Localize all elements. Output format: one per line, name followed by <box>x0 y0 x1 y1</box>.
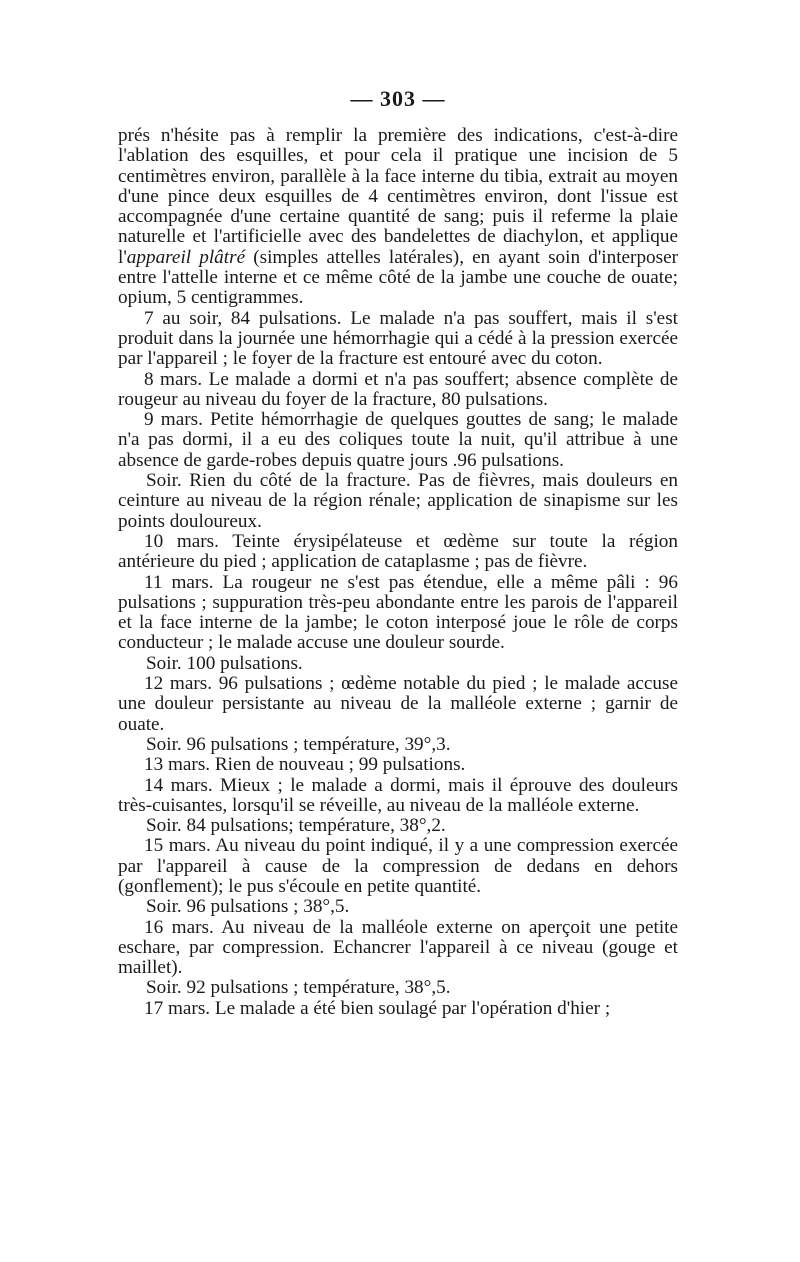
paragraph-16: 16 mars. Au niveau de la malléole externe on aperçoit une petite eschare, par compression. Echancrer l'appareil à ce niveau (gouge et maillet). <box>118 916 678 979</box>
paragraph-12: 14 mars. Mieux ; le malade a dormi, mais il éprouve des douleurs très-cuisantes, lorsqu'il se réveille, au niveau de la malléole externe. <box>118 774 678 816</box>
paragraph-7: 11 mars. La rougeur ne s'est pas étendue, elle a même pâli : 96 pulsations ; suppuration très-peu abondante entre les parois de l'appareil et la face interne de la jambe; le coton interposé joue le rôle de corps conducteur ; le malade accuse une douleur sourde. <box>118 571 678 654</box>
paragraph-11: 13 mars. Rien de nouveau ; 99 pulsations. <box>144 754 466 776</box>
paragraph-10: Soir. 96 pulsations ; température, 39°,3. <box>146 733 451 755</box>
paragraph-5: Soir. Rien du côté de la fracture. Pas de fièvres, mais douleurs en ceinture au niveau de la région rénale; application de sinapisme sur les points douloureux. <box>118 470 678 532</box>
paragraph-14: 15 mars. Au niveau du point indiqué, il y a une compression exercée par l'appareil à cause de la compression de dedans en dehors (gonflement); le pus s'écoule en petite quantité. <box>118 835 678 897</box>
paragraph-8: Soir. 100 pulsations. <box>146 652 303 674</box>
paragraph-17: Soir. 92 pulsations ; température, 38°,5. <box>146 977 451 999</box>
paragraph-6: 10 mars. Teinte érysipélateuse et œdème sur toute la région antérieure du pied ; application de cataplasme ; pas de fièvre. <box>118 530 678 573</box>
paragraph-15: Soir. 96 pulsations ; 38°,5. <box>146 896 350 918</box>
page-number: — 303 — <box>350 86 446 111</box>
paragraph-1: prés n'hésite pas à remplir la première des indications, c'est-à-dire l'ablation des esquilles, et pour cela il pratique une incision de 5 centimètres environ, parallèle à la face interne du tibia, extrait au moyen d'une pince deux esquilles de 4 centimètres environ, dont l'issue est accompagnée d'une certaine quantité de sang; puis il referme la plaie naturelle et l'artificielle avec des bandelettes de diachylon, et applique l'appareil plâtré (simples attelles latérales), en ayant soin d'interposer entre l'attelle interne et ce même côté de la jambe une couche de ouate; opium, 5 centigrammes. <box>118 125 678 309</box>
page-body <box>118 126 678 1019</box>
paragraph-4: 9 mars. Petite hémorrhagie de quelques gouttes de sang; le malade n'a pas dormi, il a eu des coliques toute la nuit, qu'il attribue à une absence de garde-robes depuis quatre jours .96 pulsations. <box>118 409 678 471</box>
paragraph-9: 12 mars. 96 pulsations ; œdème notable du pied ; le malade accuse une douleur persistante au niveau de la malléole externe ; garnir de ouate. <box>118 673 678 735</box>
paragraph-2: 7 au soir, 84 pulsations. Le malade n'a pas souffert, mais il s'est produit dans la journée une hémorrhagie qui a cédé à la pression exercée par l'appareil ; le foyer de la fracture est entouré avec du coton. <box>118 307 678 370</box>
paragraph-13: Soir. 84 pulsations; température, 38°,2. <box>146 815 446 837</box>
paragraph-18: 17 mars. Le malade a été bien soulagé par l'opération d'hier ; <box>144 997 611 1019</box>
paragraph-3: 8 mars. Le malade a dormi et n'a pas souffert; absence complète de rougeur au niveau du foyer de la fracture, 80 pulsations. <box>118 368 678 410</box>
